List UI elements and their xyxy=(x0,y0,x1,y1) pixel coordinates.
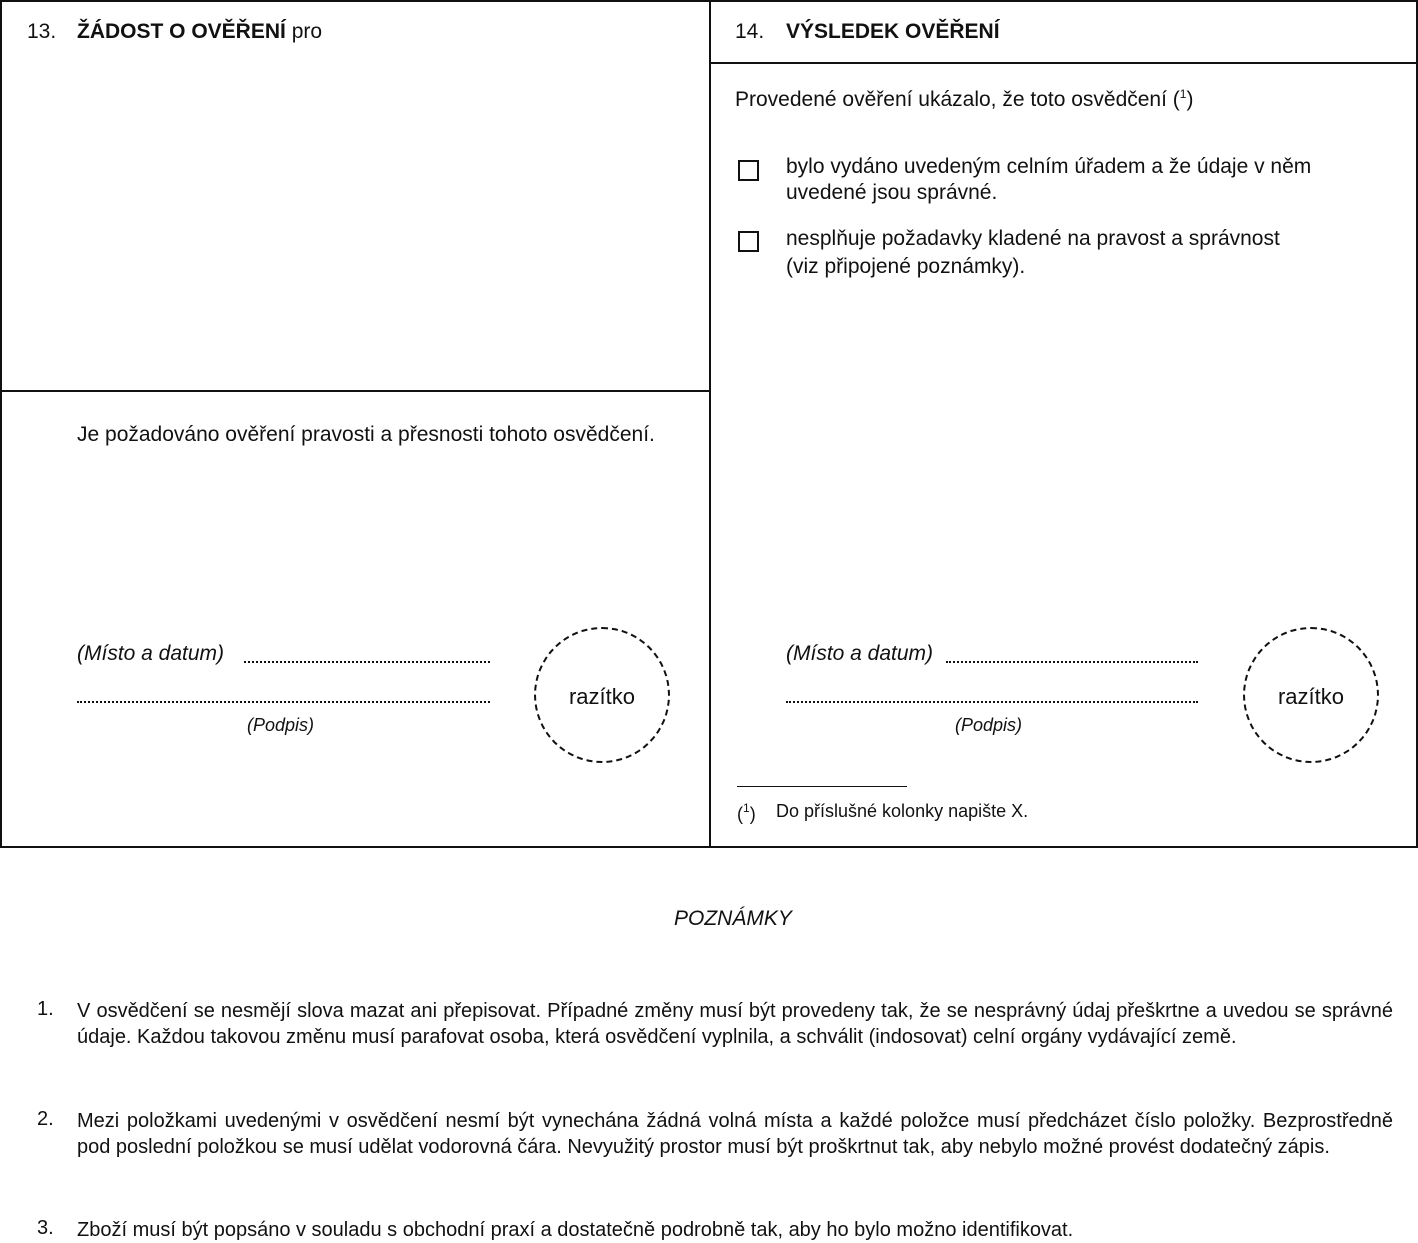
frame-left-border xyxy=(0,0,2,848)
box13-stamp-label: razítko xyxy=(568,684,636,709)
box14-intro-main: Provedené ověření ukázalo, že toto osvědčení ( xyxy=(735,88,1180,111)
box14-place-date-field[interactable] xyxy=(946,661,1198,663)
box14-footnote-marker xyxy=(737,801,756,825)
note-number: 3. xyxy=(37,1217,54,1239)
box13-title xyxy=(77,20,322,44)
box14-place-date-label: (Místo a datum) xyxy=(786,642,934,665)
box13-signature-field[interactable] xyxy=(77,701,490,703)
footnote-close: ) xyxy=(749,804,756,824)
box14-option1-line1: bylo vydáno uvedeným celním úřadem a že údaje v něm xyxy=(786,155,1312,178)
box13-place-date-label: (Místo a datum) xyxy=(77,642,225,665)
notes-heading: POZNÁMKY xyxy=(674,907,792,930)
box13-title-rest: pro xyxy=(285,20,323,43)
note-text: Mezi položkami uvedenými v osvědčení nesmí být vynechána žádná volná místa a každé položce musí předcházet číslo položky. Bezprostředně pod poslední položkou se musí udělat vodorovná čára. Nevyužitý prostor musí být proškrtnut tak, aby nebylo možné provést dodatečný zápis. xyxy=(77,1110,1393,1158)
box14-option2-line2: (viz připojené poznámky). xyxy=(786,255,1026,278)
box13-place-date-field[interactable] xyxy=(244,661,490,663)
note-number: 2. xyxy=(37,1108,54,1130)
box14-signature-label: (Podpis) xyxy=(955,715,1023,735)
box14-header-divider xyxy=(710,62,1418,64)
box14-signature-field[interactable] xyxy=(786,701,1198,703)
footnote-number: 1 xyxy=(743,801,750,815)
box13-number: 13. xyxy=(27,20,57,43)
box14-number: 14. xyxy=(735,20,765,43)
box14-intro-footnote-ref: 1 xyxy=(1179,87,1187,101)
box13-title-bold: ŽÁDOST O OVĚŘENÍ xyxy=(77,20,286,43)
box13-request-text: Je požadováno ověření pravosti a přesnosti tohoto osvědčení. xyxy=(77,423,655,446)
box14-title: VÝSLEDEK OVĚŘENÍ xyxy=(786,20,1000,43)
box14-option1-line2: uvedené jsou správné. xyxy=(786,181,998,204)
note-text: V osvědčení se nesmějí slova mazat ani přepisovat. Případné změny musí být provedeny tak, že se nesprávný údaj přeškrtne a uvedou se správné údaje. Každou takovou změnu musí parafovat osoba, která osvědčení vyplnila, a schválit (indosovat) celní orgány vydávající země. xyxy=(77,1000,1393,1048)
note-text: Zboží musí být popsáno v souladu s obchodní praxí a dostatečně podrobně tak, aby ho bylo možno identifikovat. xyxy=(77,1219,1074,1241)
box14-stamp-label: razítko xyxy=(1277,684,1345,709)
box14-option2-line1: nesplňuje požadavky kladené na pravost a správnost xyxy=(786,227,1280,250)
footnote-separator xyxy=(737,786,907,787)
footnote-open: ( xyxy=(737,804,743,824)
box14-option1-checkbox[interactable] xyxy=(738,160,759,181)
box14-intro-close: ) xyxy=(1186,88,1194,111)
frame-center-divider xyxy=(709,0,711,848)
box14-option2-checkbox[interactable] xyxy=(738,231,759,252)
box13-signature-label: (Podpis) xyxy=(247,715,315,735)
box14-intro-text xyxy=(735,87,1193,112)
note-number: 1. xyxy=(37,998,54,1020)
box13-section-divider xyxy=(0,390,710,392)
box14-footnote-text: Do příslušné kolonky napište X. xyxy=(776,801,1029,821)
